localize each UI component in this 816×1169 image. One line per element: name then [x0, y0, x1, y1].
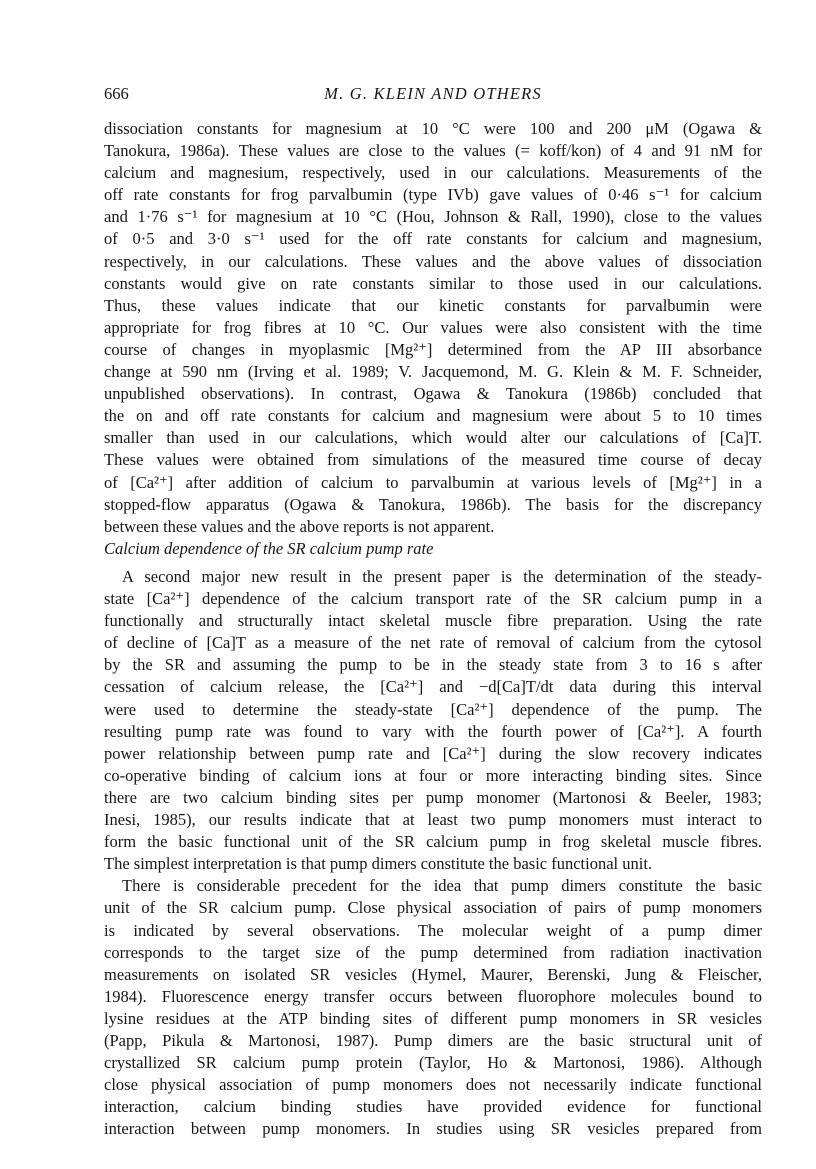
page-number: 666	[104, 84, 129, 103]
text-line: co-operative binding of calcium ions at four or more interacting binding sites. Since	[104, 765, 762, 785]
text-line: by the SR and assuming the pump to be in the steady state from 3 to 16 s after	[104, 655, 762, 675]
text-line: unit of the SR calcium pump. Close physical association of pairs of pump monomers	[104, 898, 762, 918]
text-line: off rate constants for frog parvalbumin (type IVb) gave values of 0·46 s⁻¹ for calcium	[104, 185, 762, 205]
text-line: calcium and magnesium, respectively, used in our calculations. Measurements of the	[104, 163, 762, 183]
text-line: constants would give on rate constants similar to those used in our calculations.	[104, 273, 762, 293]
text-line: there are two calcium binding sites per pump monomer (Martonosi & Beeler, 1983;	[104, 787, 762, 807]
text-line: appropriate for frog fibres at 10 °C. Our values were also consistent with the time	[104, 317, 762, 337]
running-title: M. G. KLEIN AND OTHERS	[324, 84, 542, 103]
text-line: of 0·5 and 3·0 s⁻¹ used for the off rate constants for calcium and magnesium,	[104, 229, 762, 249]
text-line: crystallized SR calcium pump protein (Taylor, Ho & Martonosi, 1986). Although	[104, 1053, 762, 1073]
text-line: unpublished observations). In contrast, Ogawa & Tanokura (1986b) concluded that	[104, 384, 762, 404]
section-heading: Calcium dependence of the SR calcium pump rate	[104, 539, 434, 558]
text-line: form the basic functional unit of the SR calcium pump in frog skeletal muscle fibres.	[104, 832, 762, 852]
text-line: lysine residues at the ATP binding sites of different pump monomers in SR vesicles	[104, 1008, 762, 1028]
text-line: respectively, in our calculations. These values and the above values of dissociation	[104, 251, 762, 271]
text-line: These values were obtained from simulations of the measured time course of decay	[104, 450, 762, 470]
text-line: 1984). Fluorescence energy transfer occurs between fluorophore molecules bound to	[104, 986, 762, 1006]
text-line: Inesi, 1985), our results indicate that at least two pump monomers must interact to	[104, 810, 762, 830]
text-line: A second major new result in the present paper is the determination of the steady-	[122, 567, 762, 586]
text-line: the on and off rate constants for calcium and magnesium were about 5 to 10 times	[104, 406, 762, 426]
text-line: between these values and the above reports is not apparent.	[104, 516, 495, 536]
text-line: interaction between pump monomers. In studies using SR vesicles prepared from	[104, 1119, 762, 1139]
text-line: (Papp, Pikula & Martonosi, 1987). Pump dimers are the basic structural unit of	[104, 1030, 762, 1050]
text-line: is indicated by several observations. The molecular weight of a pump dimer	[104, 920, 762, 940]
text-line: Tanokura, 1986a). These values are close to the values (= koff/kon) of 4 and 91 nM for	[104, 141, 762, 161]
page-header	[104, 84, 762, 108]
text-line: corresponds to the target size of the pump determined from radiation inactivation	[104, 942, 762, 962]
text-line: interaction, calcium binding studies have provided evidence for functional	[104, 1097, 762, 1117]
text-line: cessation of calcium release, the [Ca²⁺] and −d[Ca]T/dt data during this interval	[104, 677, 762, 697]
text-line: change at 590 nm (Irving et al. 1989; V. Jacquemond, M. G. Klein & M. F. Schneider,	[104, 362, 762, 382]
continued-paragraph	[104, 118, 762, 538]
text-line: stopped-flow apparatus (Ogawa & Tanokura, 1986b). The basis for the discrepancy	[104, 494, 762, 514]
text-line: of [Ca²⁺] after addition of calcium to parvalbumin at various levels of [Mg²⁺] in a	[104, 472, 762, 492]
text-line: measurements on isolated SR vesicles (Hymel, Maurer, Berenski, Jung & Fleischer,	[104, 964, 762, 984]
text-line: state [Ca²⁺] dependence of the calcium transport rate of the SR calcium pump in a	[104, 589, 762, 609]
text-line: power relationship between pump rate and [Ca²⁺] during the slow recovery indicates	[104, 743, 762, 763]
section-body	[104, 566, 762, 1140]
text-line: Thus, these values indicate that our kinetic constants for parvalbumin were	[104, 295, 762, 315]
text-line: There is considerable precedent for the idea that pump dimers constitute the basic	[122, 876, 762, 896]
text-line: close physical association of pump monomers does not necessarily indicate functional	[104, 1075, 762, 1095]
text-line: smaller than used in our calculations, which would alter our calculations of [Ca]T.	[104, 428, 762, 448]
text-line: The simplest interpretation is that pump dimers constitute the basic functional unit.	[104, 854, 653, 874]
text-line: functionally and structurally intact skeletal muscle fibre preparation. Using the rate	[104, 611, 762, 631]
text-line: of decline of [Ca]T as a measure of the net rate of removal of calcium from the cytosol	[104, 633, 762, 653]
text-line: were used to determine the steady-state [Ca²⁺] dependence of the pump. The	[104, 699, 762, 719]
text-line: resulting pump rate was found to vary with the fourth power of [Ca²⁺]. A fourth	[104, 721, 762, 741]
text-line: course of changes in myoplasmic [Mg²⁺] determined from the AP III absorbance	[104, 339, 762, 359]
text-line: dissociation constants for magnesium at 10 °C were 100 and 200 μM (Ogawa &	[104, 119, 762, 138]
text-line: and 1·76 s⁻¹ for magnesium at 10 °C (Hou, Johnson & Rall, 1990), close to the values	[104, 207, 762, 227]
